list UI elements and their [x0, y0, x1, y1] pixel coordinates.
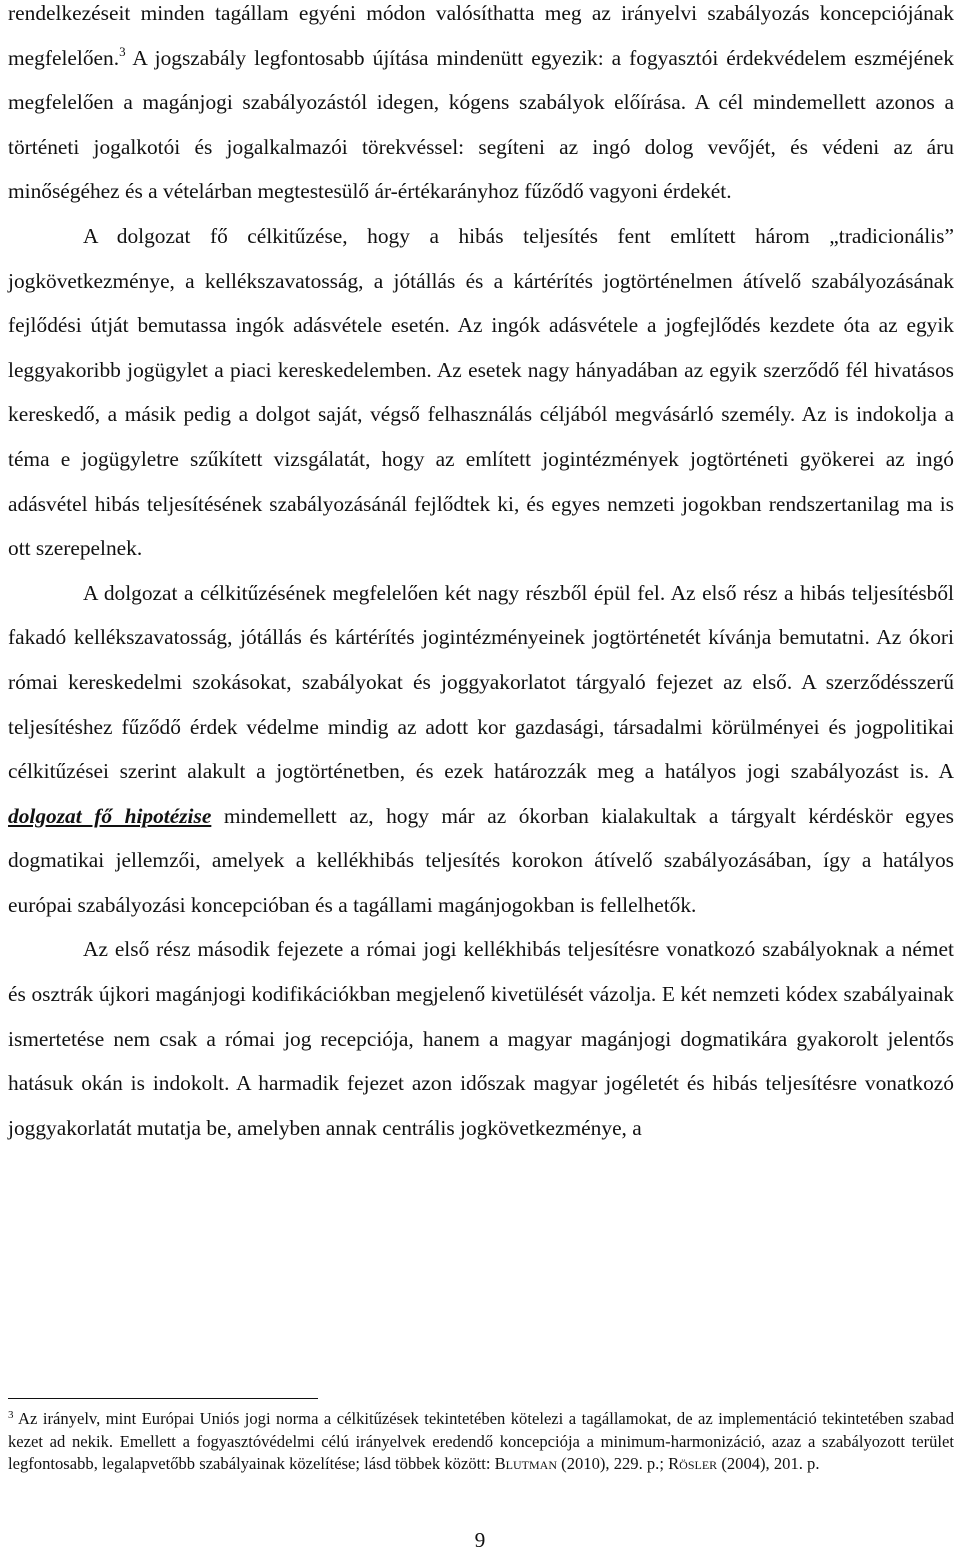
text-run: rendelkezéseit minden tagállam egyéni módon valósíthatta meg az irányelvi szabályozás koncepciójának megfelelően. [8, 1, 954, 70]
paragraph [8, 214, 954, 571]
paragraph [8, 571, 954, 928]
text-run: (2010), 229. p.; [557, 1454, 669, 1473]
page-number: 9 [474, 1528, 486, 1552]
footnote-reference: 3 [119, 43, 126, 59]
emphasized-term: dolgozat fő hipotézise [8, 803, 212, 828]
text-run: (2004), 201. p. [717, 1454, 820, 1473]
text-run: A dolgozat a célkitűzésének megfelelően két nagy részből épül fel. Az első rész a hibás teljesítésből fakadó kellékszavatosság, jótállás és kártérítés jogintézményeinek jogtörténetét kívánja bemutatni. Az ókori római kereskedelmi szokásokat, szabályokat és joggyakorlatot tárgyaló fejezet az első. A szerződésszerű teljesítéshez fűződő érdek védelme mindig az adott kor gazdasági, társadalmi körülményei és jogpolitikai célkitűzései szerint alakult a jogtörténetben, és ezek határozzák meg a hatályos jogi szabályozást is. A [8, 580, 954, 784]
footnote-3 [8, 1408, 954, 1476]
text-run: A dolgozat fő célkitűzése, hogy a hibás teljesítés fent említett három „tradicionális” jogkövetkezménye, a kellékszavatosság, a jótállás és a kártérítés jogtörténelmen átívelő szabályozásának fejlődési útját bemutassa ingók adásvétele esetén. Az ingók adásvétele a jogfejlődés kezdete óta az egyik leggyakoribb jogügylet a piaci kereskedelemben. Az esetek nagy hányadában az egyik szerződő fél hivatásos kereskedő, a másik pedig a dolgot saját, végső felhasználás céljából megvásárló személy. Az is indokolja a téma e jogügyletre szűkített vizsgálatát, hogy az említett jogintézmények jogtörténeti gyökerei az ingó adásvétel hibás teljesítésének szabályozásánál fejlődtek ki, és egyes nemzeti jogokban rendszertanilag ma is ott szerepelnek. [8, 223, 954, 561]
footnote-separator [8, 1398, 318, 1399]
footnote-reference: 3 [8, 1409, 14, 1421]
text-run: Az irányelv, mint Európai Uniós jogi norma a célkitűzések tekintetében kötelezi a tagállamokat, de az implementáció tekintetében szabad kezet ad nekik. Emellett a fogyasztóvédelmi célú irányelvek eredendő koncepciója a minimum-harmonizáció, azaz a szabályozott terület legfontosabb, legalapvetőbb szabályainak közelítése; lásd többek között: [8, 1409, 954, 1473]
author-name: Blutman [494, 1454, 558, 1473]
text-run: Az első rész második fejezete a római jogi kellékhibás teljesítésre vonatkozó szabályoknak a német és osztrák újkori magánjogi kodifikációkban megjelenő kivetülését vázolja. E két nemzeti kódex szabályainak ismertetése nem csak a római jog recepciója, hanem a magyar magánjogi dogmatikára gyakorolt jelentős hatásuk okán is indokolt. A harmadik fejezet azon időszak magyar jogéletét és hibás teljesítésre vonatkozó joggyakorlatát mutatja be, amelyben annak centrális jogkövetkezménye, a [8, 937, 954, 1140]
body-text [8, 0, 954, 1150]
paragraph [8, 0, 954, 214]
text-run: mindemellett az, hogy már az ókorban kialakultak a tárgyalt kérdéskör egyes dogmatikai jellemzői, amelyek a kellékhibás teljesítés korokon átívelő szabályozásában, így a hatályos európai szabályozási koncepcióban és a tagállami magánjogokban is fellelhetők. [8, 803, 954, 917]
author-name: Rösler [668, 1454, 718, 1473]
text-run: A jogszabály legfontosabb újítása mindenütt egyezik: a fogyasztói érdekvédelem eszméjének megfelelően a magánjogi szabályozástól idegen, kógens szabályok előírása. A cél mindemellett azonos a történeti jogalkotói és jogalkalmazói törekvéssel: segíteni az ingó dolog vevőjét, és védeni az áru minőségéhez és a vételárban megtestesülő ár-értékarányhoz fűződő vagyoni érdekét. [8, 45, 954, 204]
paragraph [8, 927, 954, 1150]
